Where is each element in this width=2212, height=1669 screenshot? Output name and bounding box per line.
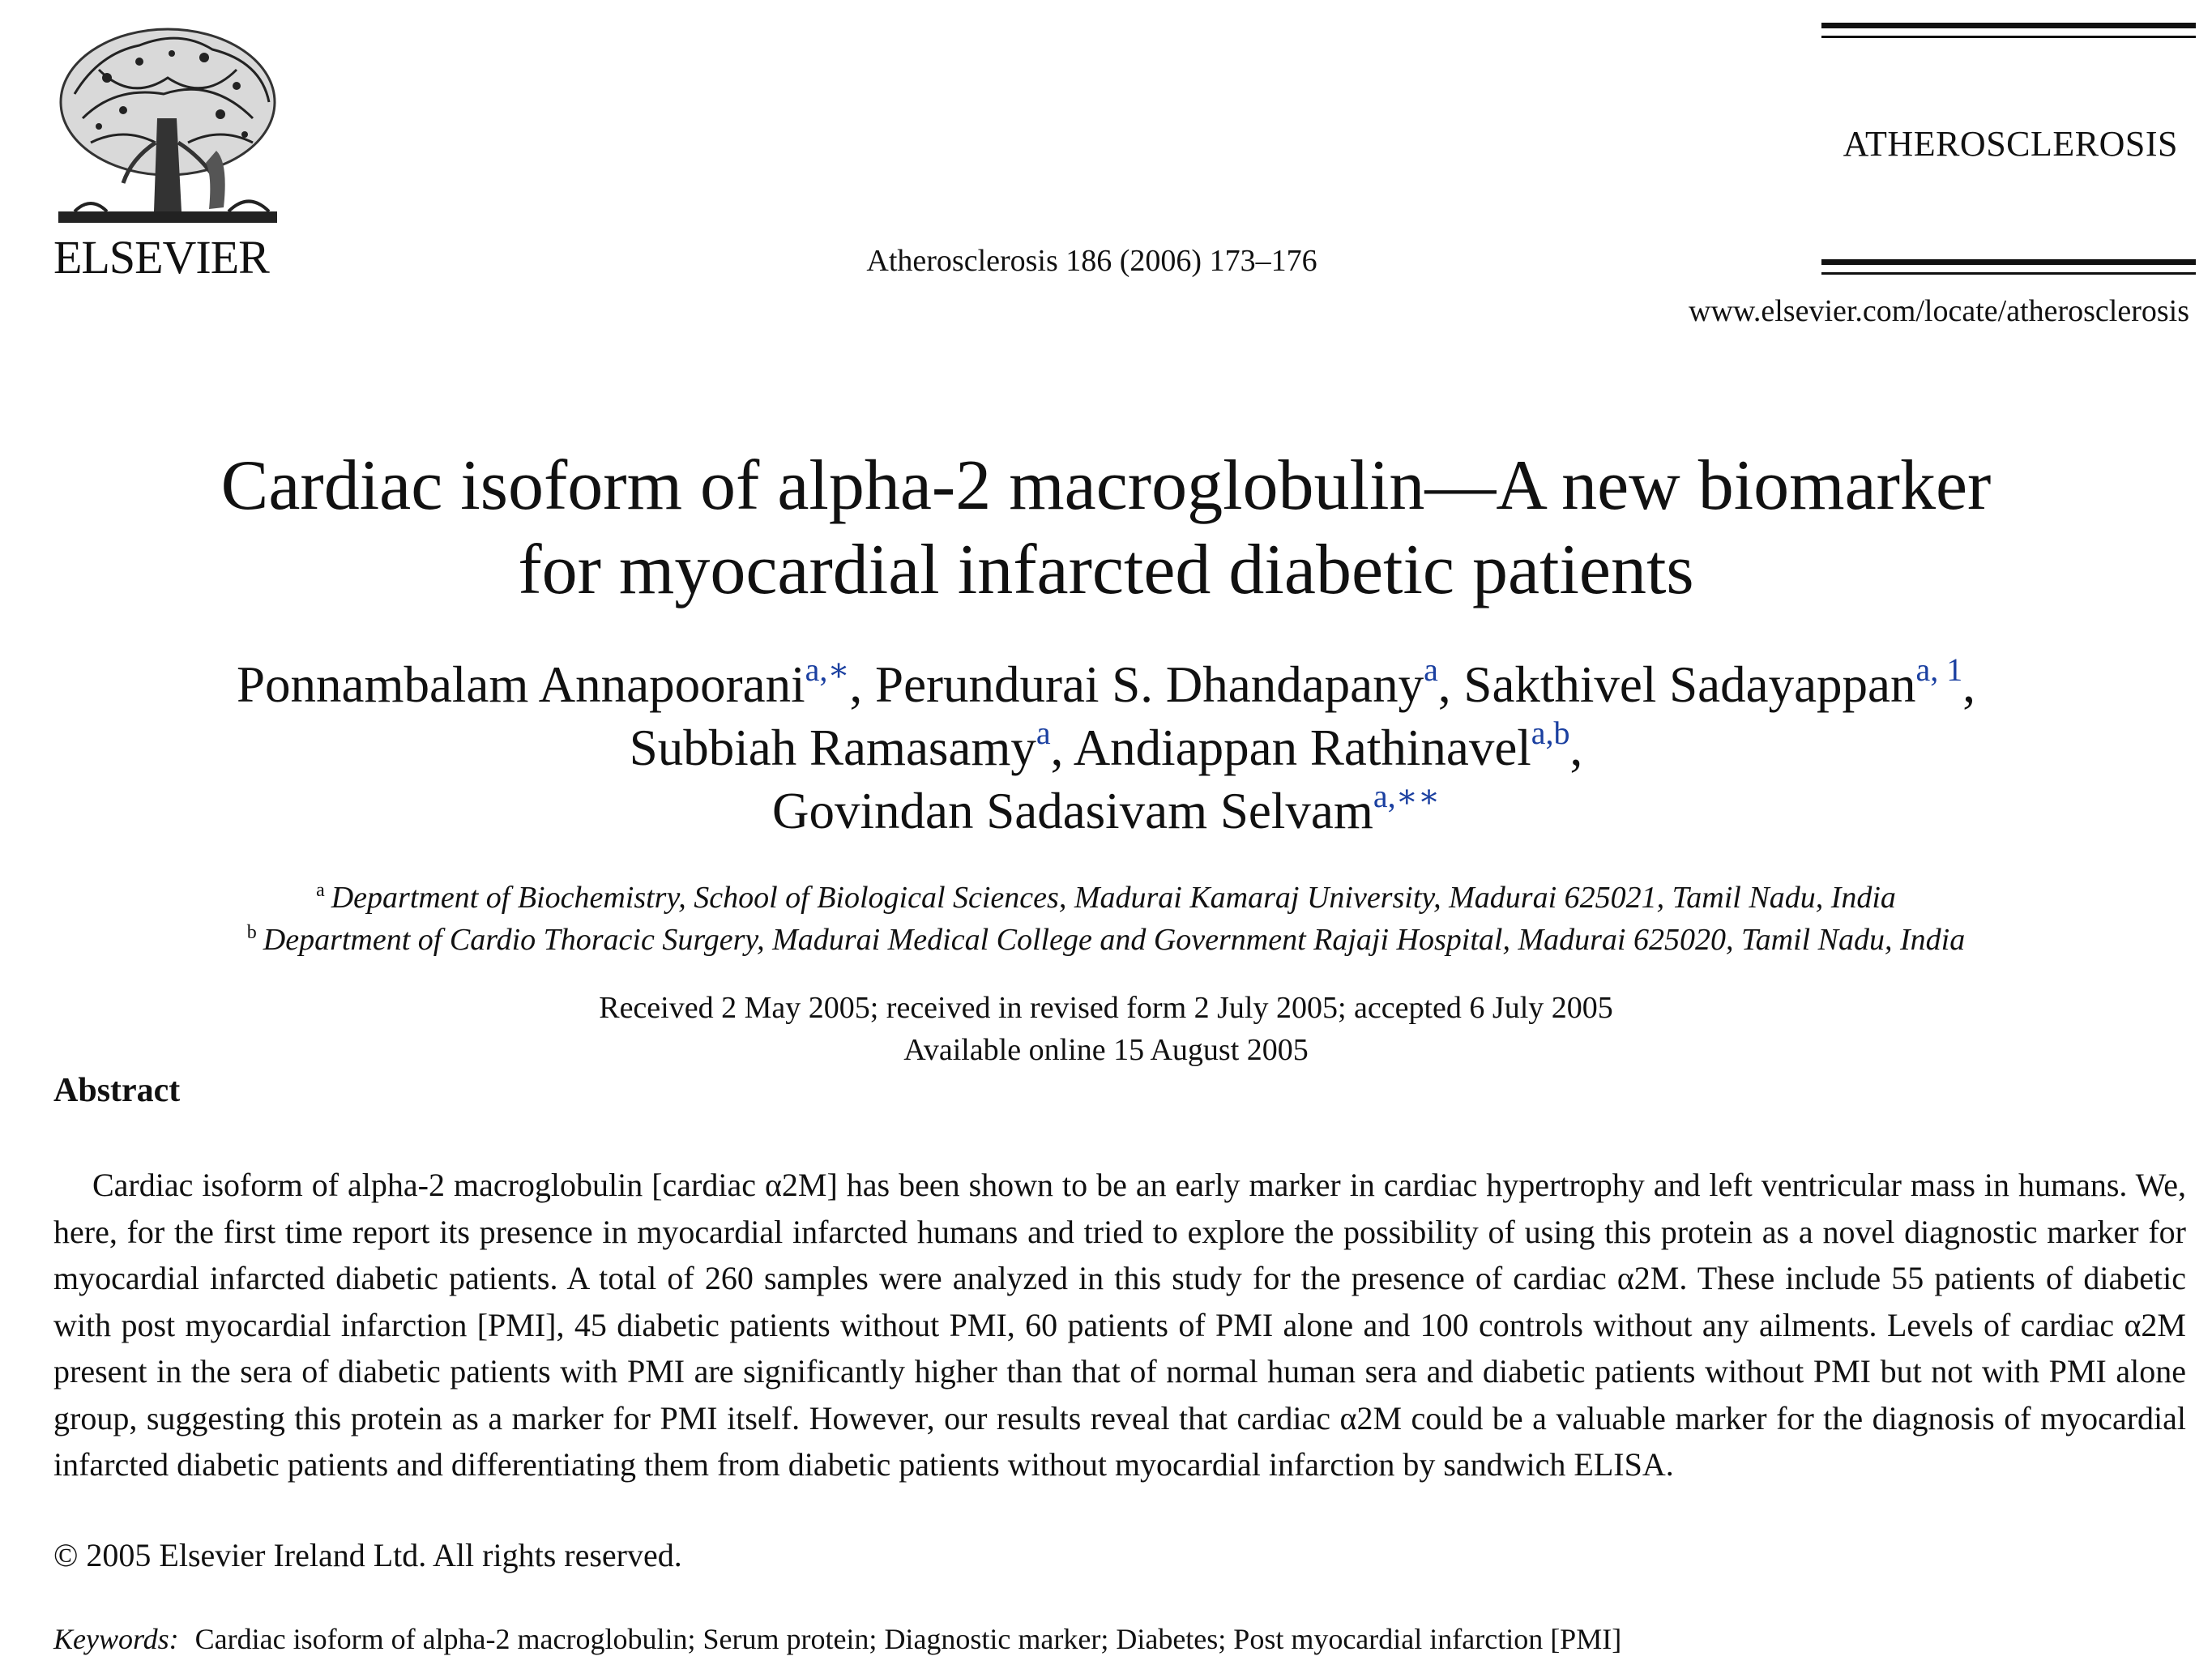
- author-name: Subbiah Ramasamy: [629, 719, 1036, 776]
- author-list: [0, 653, 2212, 843]
- author-affiliation-link[interactable]: a, 1: [1915, 651, 1963, 688]
- author-line-1: Ponnambalam Annapoorani$^{a,∗}$, Perundurai S. Dhandapany$^a$, Sakthivel Sadayappan$^{a, 1}$,: [236, 651, 1976, 713]
- top-rule-thin: [1821, 36, 2196, 38]
- author-name: Ponnambalam Annapoorani: [236, 656, 805, 713]
- affiliation-text: Department of Cardio Thoracic Surgery, Madurai Medical College and Government Rajaji Hospital, Madurai 625020, Tamil Nadu, India: [263, 923, 1966, 957]
- available-online-date: Available online 15 August 2005: [903, 1033, 1309, 1067]
- author-name: Andiappan Rathinavel: [1073, 719, 1531, 776]
- keywords: [53, 1622, 1621, 1656]
- keywords-text: Cardiac isoform of alpha-2 macroglobulin; Serum protein; Diagnostic marker; Diabetes; Post myocardial infarction [PMI]: [194, 1623, 1622, 1655]
- top-rule-thick: [1821, 23, 2196, 28]
- author-name: Sakthivel Sadayappan: [1463, 656, 1916, 713]
- title-line-2: for myocardial infarcted diabetic patients: [518, 531, 1694, 609]
- copyright-notice: © 2005 Elsevier Ireland Ltd. All rights reserved.: [53, 1537, 682, 1573]
- author-line-3: [0, 779, 2212, 843]
- received-dates: Received 2 May 2005; received in revised form 2 July 2005; accepted 6 July 2005: [599, 991, 1613, 1025]
- author-affiliation-link[interactable]: a,∗∗: [1373, 778, 1441, 814]
- affiliation-marker: a: [316, 880, 325, 901]
- author-line-2: Subbiah Ramasamy$^a$, Andiappan Rathinavel$^{a,b}$,: [629, 715, 1583, 776]
- abstract-heading: Abstract: [53, 1072, 181, 1109]
- author-affiliation-link[interactable]: a: [1424, 651, 1438, 688]
- bottom-rule-thick: [1821, 259, 2196, 265]
- affiliation-a: [0, 877, 2212, 919]
- bottom-rule-thin: [1821, 272, 2196, 275]
- affiliation-b: [0, 919, 2212, 961]
- affiliation-text: Department of Biochemistry, School of Biological Sciences, Madurai Kamaraj University, Madurai 625021, Tamil Nadu, India: [331, 881, 1896, 915]
- keywords-label: Keywords:: [53, 1623, 179, 1655]
- publisher-name: ELSEVIER: [53, 231, 269, 284]
- author-affiliation-link[interactable]: a: [1036, 715, 1051, 751]
- elsevier-tree-logo-icon: [50, 21, 285, 232]
- journal-url-link[interactable]: www.elsevier.com/locate/atherosclerosis: [1689, 294, 2189, 328]
- affiliation-list: [0, 877, 2212, 961]
- author-affiliation-link[interactable]: a,∗: [805, 651, 850, 688]
- article-history: [0, 987, 2212, 1071]
- author-name: Govindan Sadasivam Selvam: [771, 783, 1373, 839]
- author-affiliation-link[interactable]: a,b: [1531, 715, 1570, 751]
- author-name: Perundurai S. Dhandapany: [875, 656, 1424, 713]
- title-line-1: Cardiac isoform of alpha-2 macroglobulin—A new biomarker: [220, 446, 1992, 525]
- abstract-body: Cardiac isoform of alpha-2 macroglobulin [cardiac α2M] has been shown to be an early marker in cardiac hypertrophy and left ventricular mass in humans. We, here, for the first time report its presence in myocardial infarcted humans and tried to explore the possibility of using this protein as a novel diagnostic marker for myocardial infarcted diabetic patients. A total of 260 samples were analyzed in this study for the presence of cardiac α2M. These include 55 patients of diabetic with post myocardial infarction [PMI], 45 diabetic patients without PMI, 60 patients of PMI alone and 100 controls without any ailments. Levels of cardiac α2M present in the sera of diabetic patients with PMI are significantly higher than that of normal human sera and diabetic patients without PMI but not with PMI alone group, suggesting this protein as a marker for PMI itself. However, our results reveal that cardiac α2M could be a valuable marker for the diagnosis of myocardial infarcted diabetic patients and differentiating them from diabetic patients without myocardial infarction by sandwich ELISA.: [53, 1167, 2186, 1483]
- article-title: [0, 444, 2212, 613]
- citation-text: Atherosclerosis 186 (2006) 173–176: [866, 244, 1317, 278]
- affiliation-marker: b: [246, 922, 257, 943]
- journal-name: ATHEROSCLEROSIS: [1843, 124, 2178, 164]
